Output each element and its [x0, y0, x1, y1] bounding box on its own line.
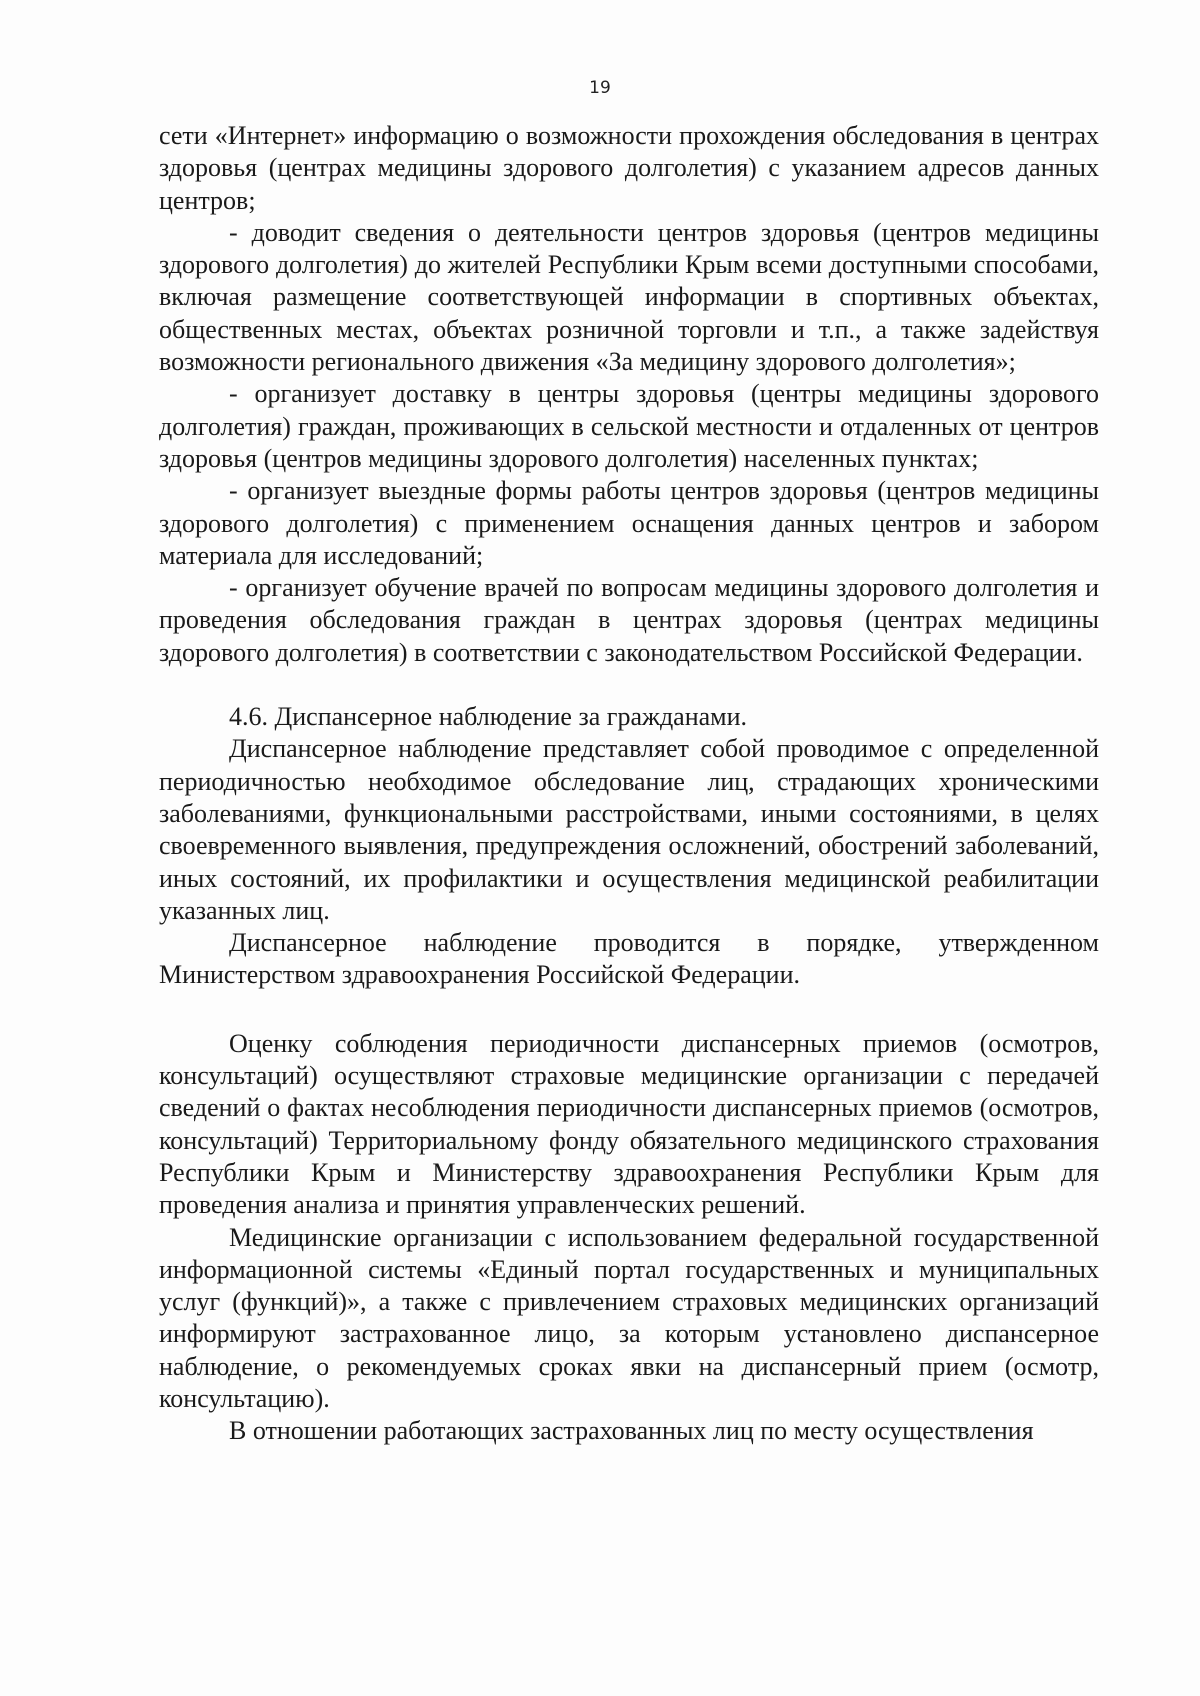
- section-heading: 4.6. Диспансерное наблюдение за гражданами.: [229, 702, 748, 732]
- paragraph-list-item: - организует обучение врачей по вопросам медицины здорового долголетия и проведения обследования граждан в центрах здоровья (центрах медицины здорового долголетия) в соответствии с законодательством Российской Федерации.: [159, 573, 1099, 667]
- paragraph-list-item: - организует выездные формы работы центров здоровья (центров медицины здорового долголетия) с применением оснащения данных центров и забором материала для исследований;: [159, 476, 1099, 570]
- document-body: [159, 120, 1099, 1448]
- paragraph-list-item: - доводит сведения о деятельности центров здоровья (центров медицины здорового долголетия) до жителей Республики Крым всеми доступными способами, включая размещение соответствующей информации в спортивных объектах, общественных местах, объектах розничной торговли и т.п., а также задействуя возможности регионального движения «За медицину здорового долголетия»;: [159, 217, 1099, 377]
- paragraph: Диспансерное наблюдение проводится в порядке, утвержденном Министерством здравоохранения Российской Федерации.: [159, 928, 1099, 990]
- paragraph-list-item: - организует доставку в центры здоровья (центры медицины здорового долголетия) граждан, проживающих в сельской местности и отдаленных от центров здоровья (центров медицины здорового долголетия) населенных пунктах;: [159, 379, 1099, 473]
- paragraph-continuation: сети «Интернет» информацию о возможности прохождения обследования в центрах здоровья (центрах медицины здорового долголетия) с указанием адресов данных центров;: [159, 121, 1099, 215]
- paragraph: Диспансерное наблюдение представляет собой проводимое с определенной периодичностью необходимое обследование лиц, страдающих хроническими заболеваниями, функциональными расстройствами, иными состояниями, в целях своевременного выявления, предупреждения осложнений, обострений заболеваний, иных состояний, их профилактики и осуществления медицинской реабилитации указанных лиц.: [159, 734, 1099, 925]
- paragraph: В отношении работающих застрахованных лиц по месту осуществления: [229, 1416, 1034, 1446]
- page-number: 19: [589, 78, 611, 98]
- paragraph: Медицинские организации с использованием федеральной государственной информационной системы «Единый портал государственных и муниципальных услуг (функций)», а также с привлечением страховых медицинских организаций информируют застрахованное лицо, за которым установлено диспансерное наблюдение, о рекомендуемых сроках явки на диспансерный прием (осмотр, консультацию).: [159, 1222, 1099, 1413]
- paragraph: Оценку соблюдения периодичности диспансерных приемов (осмотров, консультаций) осуществляют страховые медицинские организации с передачей сведений о фактах несоблюдения периодичности диспансерных приемов (осмотров, консультаций) Территориальному фонду обязательного медицинского страхования Республики Крым и Министерству здравоохранения Республики Крым для проведения анализа и принятия управленческих решений.: [159, 1028, 1099, 1220]
